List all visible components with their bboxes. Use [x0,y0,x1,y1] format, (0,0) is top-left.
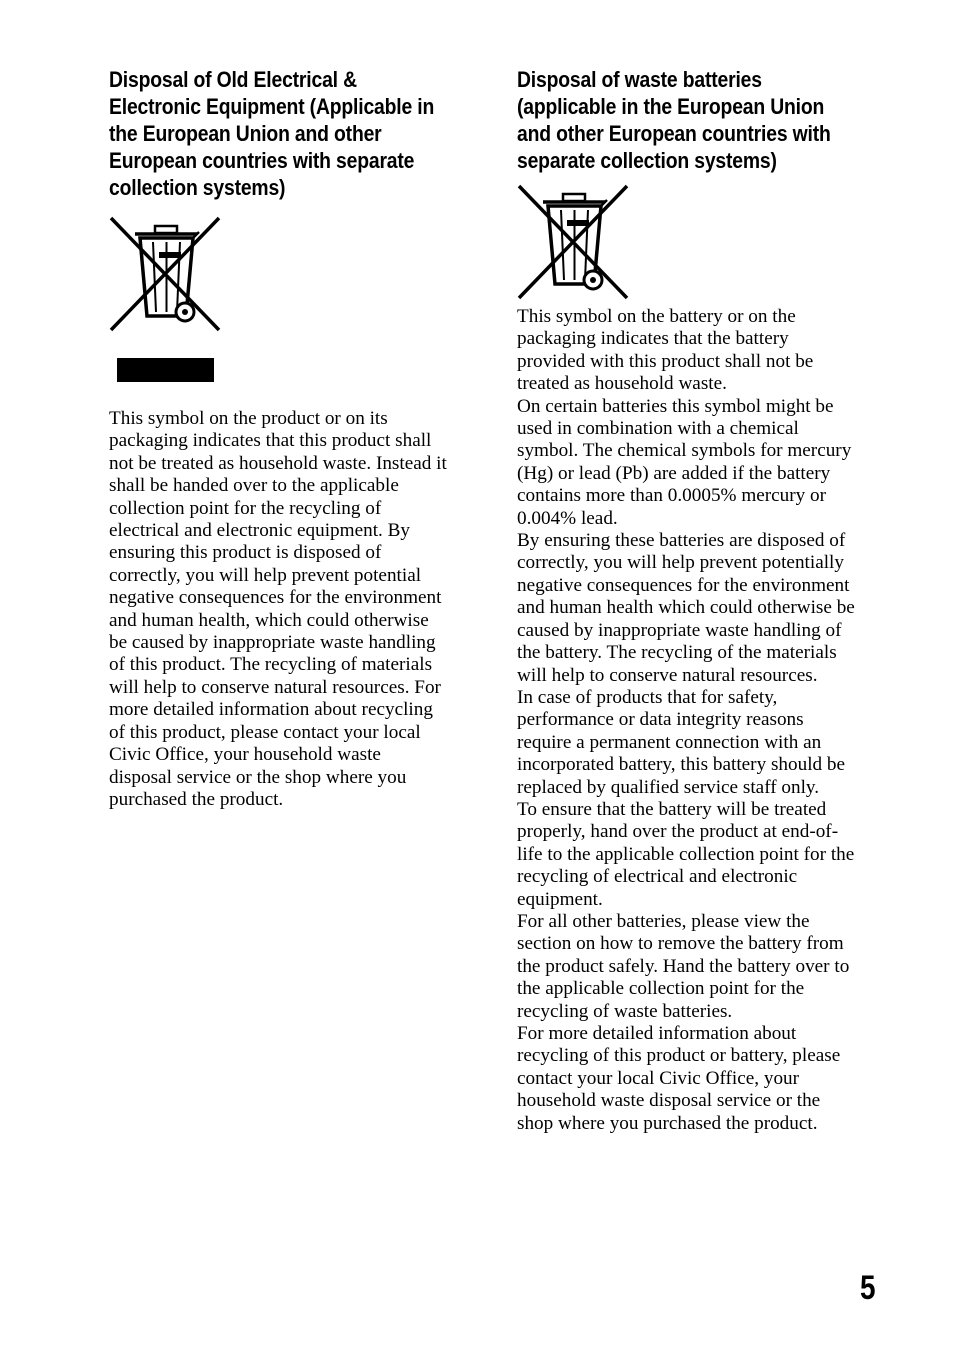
body-line: used in combination with a chemical [517,418,799,440]
body-line: the battery. The recycling of the materials [517,642,837,664]
body-line: not be treated as household waste. Instead it [109,452,447,474]
body-line: equipment. [517,888,603,910]
body-line: recycling of electrical and electronic [517,866,798,888]
body-line: collection point for the recycling of [109,497,382,519]
body-line: more detailed information about recycling [109,699,433,721]
body-line: will help to conserve natural resources. For [109,676,441,698]
body-line: negative consequences for the environment [517,574,850,596]
body-line: packaging indicates that the battery [517,328,789,350]
body-line: treated as household waste. [517,373,727,395]
heading-line: European countries with separate [109,148,415,173]
body-line: and human health which could otherwise be [517,597,855,619]
heading-line: (applicable in the European Union [517,94,825,119]
body-line: In case of products that for safety, [517,686,778,708]
weee-disposal-section [109,66,471,811]
body-line: shop where you purchased the product. [517,1112,818,1134]
body-line: recycling of waste batteries. [517,1000,733,1022]
body-line: replaced by qualified service staff only. [517,776,820,798]
body-line: of this product. The recycling of materials [109,654,433,676]
body-line: ensuring this product is disposed of [109,542,382,564]
battery-disposal-heading [517,66,878,174]
body-line: For more detailed information about [517,1023,797,1044]
body-line: Civic Office, your household waste [109,744,381,766]
body-line: incorporated battery, this battery should be [517,754,846,776]
body-line: correctly, you will help prevent potentially [517,552,844,574]
body-line: properly, hand over the product at end-of- [517,821,839,843]
body-line: contact your local Civic Office, your [517,1067,800,1089]
body-line: 0.004% lead. [517,507,618,529]
body-line: On certain batteries this symbol might be [517,395,834,417]
body-line: life to the applicable collection point for the [517,843,855,865]
body-line: and human health, which could otherwise [109,609,429,631]
body-line: To ensure that the battery will be treated [517,798,827,820]
body-line: disposal service or the shop where you [109,766,407,788]
body-line: purchased the product. [109,788,284,810]
battery-disposal-section [517,66,879,1135]
body-line: provided with this product shall not be [517,350,814,372]
body-line: shall be handed over to the applicable [109,475,399,497]
body-line: For all other batteries, please view the [517,910,810,932]
body-line: caused by inappropriate waste handling of [517,619,842,641]
heading-line: Disposal of Old Electrical & [109,67,357,92]
heading-line: Disposal of waste batteries [517,67,762,92]
body-line: the product safely. Hand the battery over to [517,955,850,977]
heading-line: collection systems) [109,175,286,200]
body-line: This symbol on the battery or on the [517,306,796,327]
body-line: packaging indicates that this product shall [109,430,432,452]
weee-disposal-body [109,408,471,811]
heading-line: separate collection systems) [517,148,777,173]
body-line: household waste disposal service or the [517,1090,821,1112]
body-line: be caused by inappropriate waste handling [109,632,436,654]
heading-line: the European Union and other [109,121,382,146]
heading-line: and other European countries with [517,121,831,146]
body-line: performance or data integrity reasons [517,709,804,731]
heading-line: Electronic Equipment (Applicable in [109,94,435,119]
body-line: require a permanent connection with an [517,731,822,753]
weee-disposal-heading [109,66,470,201]
body-line: recycling of this product or battery, please [517,1045,841,1067]
body-line: of this product, please contact your local [109,721,421,743]
body-line: correctly, you will help prevent potential [109,564,422,586]
body-line: symbol. The chemical symbols for mercury [517,440,852,462]
separate-collection-bar [117,358,214,382]
body-line: This symbol on the product or on its [109,408,388,429]
page-number: 5 [860,1269,876,1307]
body-line: the applicable collection point for the [517,978,805,1000]
body-line: contains more than 0.0005% mercury or [517,485,827,507]
body-line: negative consequences for the environment [109,587,442,609]
crossed-out-wheeled-bin-icon [109,216,223,334]
crossed-out-wheeled-bin-icon [517,184,631,302]
body-line: section on how to remove the battery from [517,933,844,955]
body-line: By ensuring these batteries are disposed of [517,530,846,552]
battery-disposal-body [517,306,879,1135]
body-line: (Hg) or lead (Pb) are added if the battery [517,462,831,484]
body-line: electrical and electronic equipment. By [109,520,411,542]
body-line: will help to conserve natural resources. [517,664,818,686]
